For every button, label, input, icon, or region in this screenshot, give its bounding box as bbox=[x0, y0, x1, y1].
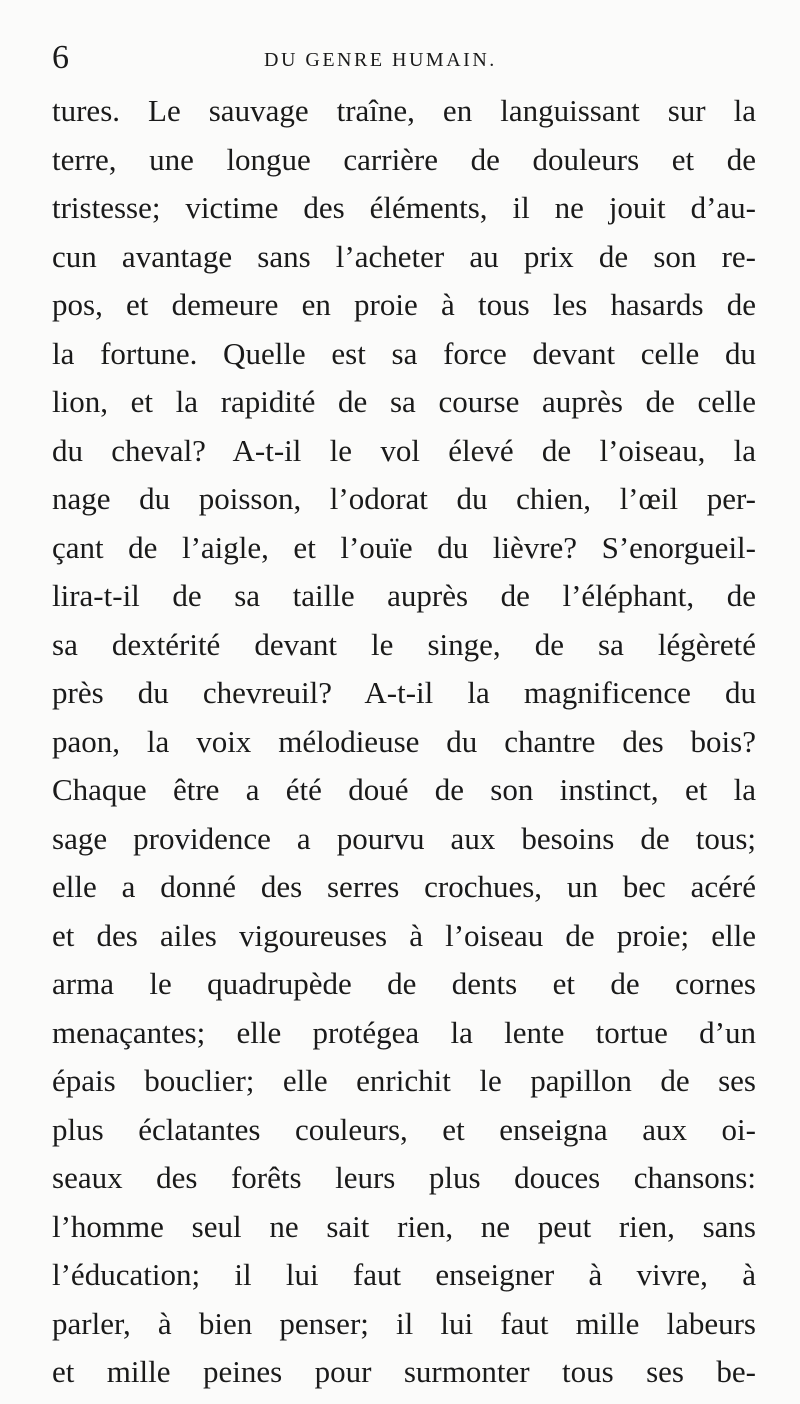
text-line: plus éclatantes couleurs, et enseigna aux oi- bbox=[52, 1111, 756, 1147]
text-line: cun avantage sans l’acheter au prix de son re- bbox=[52, 238, 756, 274]
text-line: épais bouclier; elle enrichit le papillon de ses bbox=[52, 1063, 756, 1098]
text-line: près du chevreuil? A-t-il la magnificence du bbox=[52, 675, 756, 710]
text-line: et des ailes vigoureuses à l’oiseau de proie; elle bbox=[52, 917, 756, 953]
running-head bbox=[52, 38, 752, 78]
text-line: lion, et la rapidité de sa course auprès de celle bbox=[52, 384, 756, 419]
page-number: 6 bbox=[52, 39, 69, 76]
text-line: terre, une longue carrière de douleurs et de bbox=[52, 141, 756, 177]
text-line: tures. Le sauvage traîne, en languissant sur la bbox=[52, 93, 756, 128]
text-line: l’éducation; il lui faut enseigner à vivre, à bbox=[52, 1257, 756, 1292]
text-line: du cheval? A-t-il le vol élevé de l’oiseau, la bbox=[52, 432, 756, 468]
text-line: menaçantes; elle protégea la lente tortue d’un bbox=[52, 1014, 756, 1050]
text-line: pos, et demeure en proie à tous les hasards de bbox=[52, 287, 756, 322]
text-line: la fortune. Quelle est sa force devant celle du bbox=[52, 335, 756, 371]
text-line: parler, à bien penser; il lui faut mille labeurs bbox=[52, 1305, 756, 1341]
text-line: l’homme seul ne sait rien, ne peut rien, sans bbox=[52, 1208, 756, 1244]
text-line: elle a donné des serres crochues, un bec acéré bbox=[52, 869, 756, 904]
text-line: nage du poisson, l’odorat du chien, l’œil per- bbox=[52, 481, 756, 516]
text-line: çant de l’aigle, et l’ouïe du lièvre? S’enorgueil- bbox=[52, 529, 756, 565]
running-title: DU GENRE HUMAIN. bbox=[264, 49, 497, 71]
text-line: lira-t-il de sa taille auprès de l’éléphant, de bbox=[52, 578, 756, 613]
text-line: seaux des forêts leurs plus douces chansons: bbox=[52, 1160, 756, 1195]
text-line: paon, la voix mélodieuse du chantre des bois? bbox=[52, 723, 756, 759]
body-text bbox=[52, 87, 756, 1397]
text-line: tristesse; victime des éléments, il ne jouit d’au- bbox=[52, 190, 756, 225]
text-line: sage providence a pourvu aux besoins de tous; bbox=[52, 820, 756, 856]
text-line: et mille peines pour surmonter tous ses be- bbox=[52, 1354, 756, 1389]
text-line: sa dextérité devant le singe, de sa légèreté bbox=[52, 626, 756, 662]
text-line: arma le quadrupède de dents et de cornes bbox=[52, 966, 756, 1001]
text-line: Chaque être a été doué de son instinct, et la bbox=[52, 772, 756, 807]
